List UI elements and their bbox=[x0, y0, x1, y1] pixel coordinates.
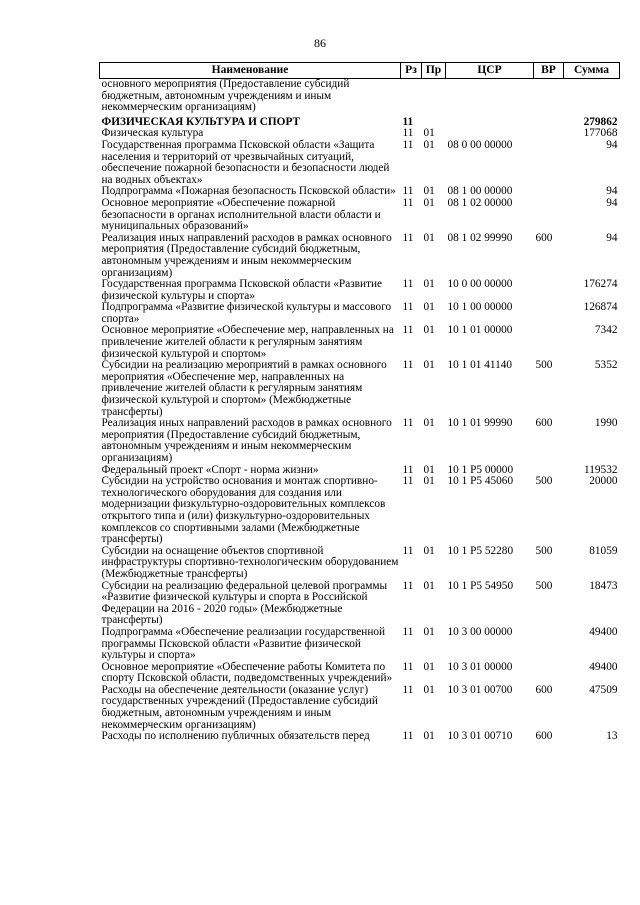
cell-pr: 01 bbox=[423, 625, 435, 638]
cell-sum: 49400 bbox=[589, 625, 618, 638]
cell-name: Подпрограмма «Обеспечение реализации государственной программы Псковской области «Развитие физической культуры и спорта» bbox=[101, 625, 386, 662]
cell-vr bbox=[534, 128, 564, 140]
cell-vr: 500 bbox=[535, 475, 553, 488]
cell-rz: 11 bbox=[402, 278, 414, 291]
cell-pr: 01 bbox=[423, 185, 435, 198]
cell-rz: 11 bbox=[402, 544, 414, 557]
cell-vr: 600 bbox=[535, 231, 553, 244]
cell-vr bbox=[534, 140, 564, 186]
cell-rz: 11 bbox=[402, 579, 414, 592]
cell-rz: 11 bbox=[402, 660, 414, 673]
table-body bbox=[100, 79, 620, 743]
cell-name: Субсидии на устройство основания и монтаж спортивно-технологического оборудования для создания или модернизации физкультурно-оздоровительных комплексов открытого типа и (или) физкультурно-оздоровительных комплексов со спортивными залами (Межбюджетные трансферты) bbox=[101, 475, 386, 546]
cell-vr bbox=[534, 325, 564, 360]
cell-name: Государственная программа Псковской области «Развитие физической культуры и спорта» bbox=[101, 278, 383, 302]
cell-sum: 176274 bbox=[583, 278, 618, 291]
cell-name: основного мероприятия (Предоставление субсидий бюджетным, автономным учреждениям и иным некоммерческим организациям) bbox=[101, 78, 350, 114]
cell-vr: 500 bbox=[535, 359, 553, 372]
cell-pr: 01 bbox=[423, 138, 435, 151]
table-row bbox=[100, 302, 620, 325]
cell-name: Основное мероприятие «Обеспечение пожарной безопасности в органах исполнительной власти области и муниципальных образований» bbox=[101, 196, 381, 233]
cell-rz: 11 bbox=[402, 417, 414, 430]
cell-rz: 11 bbox=[402, 683, 414, 696]
cell-csr: 08 1 02 00000 bbox=[447, 196, 513, 209]
cell-rz: 11 bbox=[402, 115, 414, 128]
cell-name: Субсидии на оснащение объектов спортивной инфраструктуры спортивно-технологическим оборудованием (Межбюджетные трансферты) bbox=[101, 544, 399, 580]
cell-pr: 01 bbox=[423, 359, 435, 372]
cell-sum: 94 bbox=[606, 196, 618, 209]
cell-vr bbox=[534, 79, 564, 114]
column-header-pr: Пр bbox=[422, 63, 446, 79]
cell-csr: 10 3 01 00700 bbox=[447, 683, 513, 696]
cell-sum bbox=[564, 79, 620, 114]
cell-sum: 20000 bbox=[589, 475, 618, 488]
table-row bbox=[100, 662, 620, 685]
table-row bbox=[100, 140, 620, 186]
cell-csr: 10 1 P5 45060 bbox=[447, 475, 514, 488]
cell-csr: 08 0 00 00000 bbox=[447, 138, 513, 151]
cell-csr: 10 1 01 41140 bbox=[447, 359, 513, 372]
cell-csr: 10 3 01 00710 bbox=[447, 730, 513, 743]
cell-rz: 11 bbox=[402, 463, 414, 476]
cell-csr: 10 0 00 00000 bbox=[447, 278, 513, 291]
cell-name: Расходы по исполнению публичных обязательств перед bbox=[101, 730, 370, 743]
cell-vr bbox=[534, 186, 564, 198]
table-row bbox=[100, 581, 620, 627]
table-row bbox=[100, 546, 620, 581]
cell-name: Федеральный проект «Спорт - норма жизни» bbox=[101, 463, 319, 476]
cell-vr: 600 bbox=[535, 417, 553, 430]
cell-name: Субсидии на реализацию федеральной целевой программы «Развитие физической культуры и спорта в Российской Федерации на 2016 - 2020 годы» (Межбюджетные трансферты) bbox=[101, 579, 388, 627]
table-row bbox=[100, 198, 620, 233]
table-row bbox=[100, 233, 620, 279]
cell-name: Физическая культура bbox=[101, 127, 204, 140]
cell-name: Подпрограмма «Развитие физической культуры и массового спорта» bbox=[101, 301, 392, 325]
cell-pr: 01 bbox=[423, 730, 435, 743]
cell-name: Основное мероприятие «Обеспечение мер, направленных на привлечение жителей области к регулярным занятиям физической культурой и спортом» bbox=[101, 324, 394, 360]
table-header bbox=[100, 63, 620, 79]
table-row bbox=[100, 731, 620, 743]
column-header-csr: ЦСР bbox=[446, 63, 534, 79]
cell-csr: 10 1 01 00000 bbox=[447, 324, 513, 337]
cell-csr: 10 1 P5 54950 bbox=[447, 579, 514, 592]
cell-pr: 01 bbox=[423, 544, 435, 557]
table-row bbox=[100, 279, 620, 302]
column-header-sum: Сумма bbox=[564, 63, 620, 79]
cell-pr: 01 bbox=[423, 324, 435, 337]
cell-rz: 11 bbox=[402, 231, 414, 244]
column-header-rz: Рз bbox=[401, 63, 422, 79]
table-row bbox=[100, 418, 620, 464]
cell-csr bbox=[446, 79, 534, 114]
column-header-vr: ВР bbox=[534, 63, 564, 79]
cell-rz: 11 bbox=[402, 324, 414, 337]
cell-csr bbox=[446, 114, 534, 129]
cell-vr: 500 bbox=[535, 544, 553, 557]
cell-pr: 01 bbox=[423, 196, 435, 209]
table-row bbox=[100, 627, 620, 662]
cell-vr bbox=[534, 279, 564, 302]
cell-sum: 18473 bbox=[589, 579, 618, 592]
budget-table bbox=[99, 62, 620, 743]
cell-csr: 10 1 00 00000 bbox=[447, 301, 513, 314]
cell-sum: 81059 bbox=[589, 544, 618, 557]
cell-vr: 500 bbox=[535, 579, 553, 592]
cell-name: Реализация иных направлений расходов в рамках основного мероприятия (Предоставление субсидий бюджетным, автономным учреждениям и иным некоммерческим организациям) bbox=[101, 417, 392, 464]
cell-sum: 49400 bbox=[589, 660, 618, 673]
cell-sum: 279862 bbox=[583, 115, 618, 128]
cell-vr bbox=[534, 302, 564, 325]
cell-pr bbox=[422, 79, 446, 114]
cell-pr: 01 bbox=[423, 463, 435, 476]
column-header-name: Наименование bbox=[100, 63, 401, 79]
cell-vr bbox=[534, 114, 564, 129]
cell-sum: 177068 bbox=[583, 127, 618, 140]
cell-rz: 11 bbox=[402, 138, 414, 151]
cell-vr bbox=[534, 198, 564, 233]
table-row bbox=[100, 79, 620, 114]
cell-name: Подпрограмма «Пожарная безопасность Псковской области» bbox=[101, 185, 396, 198]
cell-sum: 1990 bbox=[594, 417, 618, 430]
table-row bbox=[100, 114, 620, 129]
cell-csr: 08 1 00 00000 bbox=[447, 185, 513, 198]
cell-rz: 11 bbox=[402, 127, 414, 140]
cell-csr: 08 1 02 99990 bbox=[447, 231, 513, 244]
table-row bbox=[100, 325, 620, 360]
cell-pr bbox=[422, 114, 446, 129]
cell-pr: 01 bbox=[423, 231, 435, 244]
cell-rz bbox=[401, 79, 422, 114]
cell-rz: 11 bbox=[402, 301, 414, 314]
cell-csr: 10 3 01 00000 bbox=[447, 660, 513, 673]
cell-csr: 10 1 P5 52280 bbox=[447, 544, 514, 557]
cell-sum: 47509 bbox=[589, 683, 618, 696]
cell-csr: 10 1 P5 00000 bbox=[447, 463, 514, 476]
cell-pr: 01 bbox=[423, 660, 435, 673]
cell-rz: 11 bbox=[402, 185, 414, 198]
cell-sum: 13 bbox=[606, 730, 618, 743]
cell-sum: 7342 bbox=[594, 324, 618, 337]
cell-pr: 01 bbox=[423, 475, 435, 488]
cell-pr: 01 bbox=[423, 127, 435, 140]
cell-csr: 10 1 01 99990 bbox=[447, 417, 513, 430]
cell-csr: 10 3 00 00000 bbox=[447, 625, 513, 638]
cell-sum: 94 bbox=[606, 138, 618, 151]
cell-pr: 01 bbox=[423, 417, 435, 430]
cell-sum: 94 bbox=[606, 231, 618, 244]
cell-vr bbox=[534, 662, 564, 685]
cell-vr: 600 bbox=[535, 730, 553, 743]
cell-sum: 5352 bbox=[594, 359, 618, 372]
cell-rz: 11 bbox=[402, 730, 414, 743]
cell-rz: 11 bbox=[402, 196, 414, 209]
cell-rz: 11 bbox=[402, 359, 414, 372]
table-row bbox=[100, 476, 620, 546]
cell-name: Расходы на обеспечение деятельности (оказание услуг) государственных учреждений (Предоставление субсидий бюджетным, автономным учреждениям и иным некоммерческим организациям) bbox=[101, 683, 378, 731]
cell-name: Субсидии на реализацию мероприятий в рамках основного мероприятия «Обеспечение мер, направленных на привлечение жителей области к регулярным занятиям физической культурой и спортом» (Межбюджетные трансферты) bbox=[101, 359, 387, 418]
cell-name: Реализация иных направлений расходов в рамках основного мероприятия (Предоставление субсидий бюджетным, автономным учреждениям и иным некоммерческим организациям) bbox=[101, 231, 392, 279]
table-row bbox=[100, 360, 620, 418]
cell-pr: 01 bbox=[423, 278, 435, 291]
cell-name: Основное мероприятие «Обеспечение работы Комитета по спорту Псковской области, подведомственных учреждений» bbox=[101, 660, 393, 685]
cell-rz: 11 bbox=[402, 625, 414, 638]
cell-vr: 600 bbox=[535, 683, 553, 696]
cell-vr bbox=[534, 627, 564, 662]
cell-pr: 01 bbox=[423, 579, 435, 592]
cell-sum: 126874 bbox=[583, 301, 618, 314]
cell-pr: 01 bbox=[423, 683, 435, 696]
page-number: 86 bbox=[314, 36, 326, 50]
cell-sum: 94 bbox=[606, 185, 618, 198]
cell-pr: 01 bbox=[423, 301, 435, 314]
cell-name: ФИЗИЧЕСКАЯ КУЛЬТУРА И СПОРТ bbox=[101, 115, 301, 128]
cell-sum: 119532 bbox=[584, 463, 618, 476]
table-row bbox=[100, 685, 620, 731]
cell-rz: 11 bbox=[402, 475, 414, 488]
cell-name: Государственная программа Псковской области «Защита населения и территорий от чрезвычайных ситуаций, обеспечение пожарной безопасности и безопасности людей на водных объектах» bbox=[101, 138, 390, 186]
